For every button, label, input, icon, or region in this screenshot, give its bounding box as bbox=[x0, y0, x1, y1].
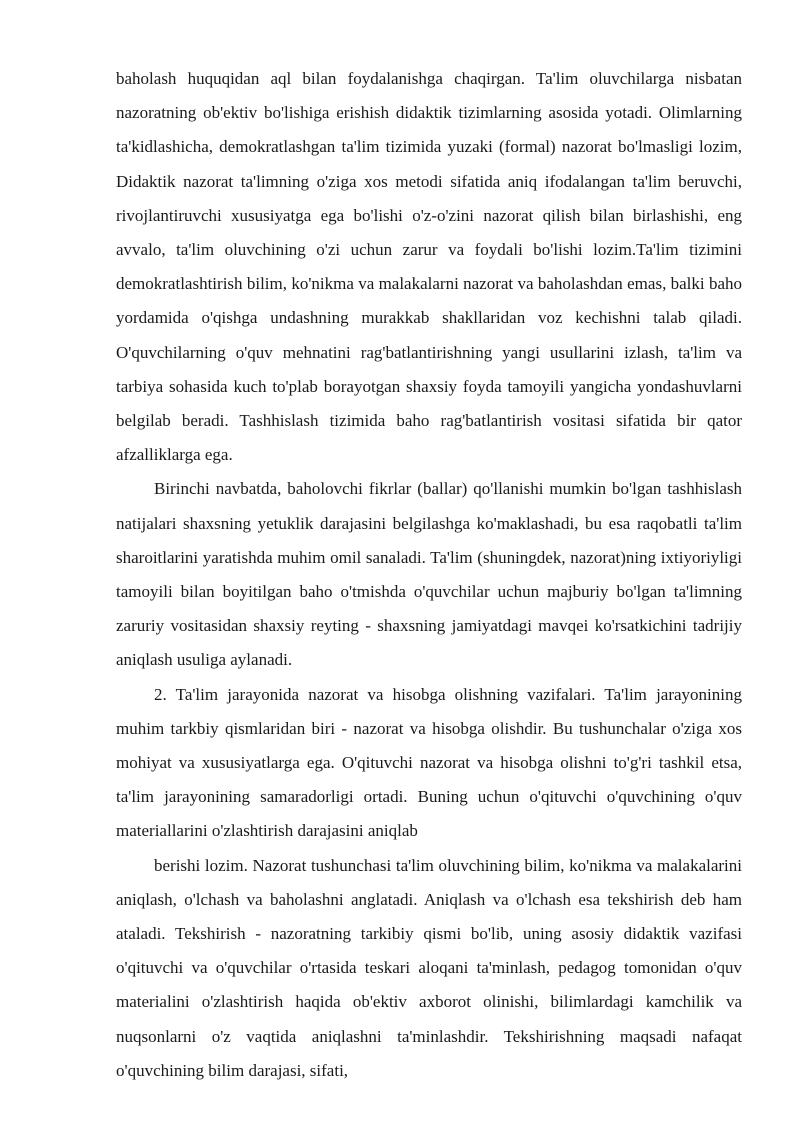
paragraph-birinchi-navbatda: Birinchi navbatda, baholovchi fikrlar (ballar) qo'llanishi mumkin bo'lgan tashhislash natijalari shaxsning yetuklik darajasini belgilashga ko'maklashadi, bu esa raqobatli ta'lim sharoitlarini yaratishda muhim omil sanaladi. Ta'lim (shuningdek, nazorat)ning ixtiyoriyligi tamoyili bilan boyitilgan baho o'tmishda o'quvchilar uchun majburiy bo'lgan ta'limning zaruriy vositasidan shaxsiy reyting - shaxsning jamiyatdagi mavqei ko'rsatkichini tadrijiy aniqlash usuliga aylanadi. bbox=[116, 479, 742, 670]
document-page bbox=[116, 62, 742, 1088]
paragraph-nazorat-tushunchasi: berishi lozim. Nazorat tushunchasi ta'lim oluvchining bilim, ko'nikma va malakalarini aniqlash, o'lchash va baholashni anglatadi. Aniqlash va o'lchash esa tekshirish deb ham ataladi. Tekshirish - nazoratning tarkibiy qismi bo'lib, uning asosiy didaktik vazifasi o'qituvchi va o'quvchilar o'rtasida teskari aloqani ta'minlash, pedagog tomonidan o'quv materialini o'zlashtirish haqida ob'ektiv axborot olinishi, bilimlardagi kamchilik va nuqsonlarni o'z vaqtida aniqlashni ta'minlashdir. Tekshirishning maqsadi nafaqat o'quvchining bilim darajasi, sifati, bbox=[116, 855, 742, 1080]
paragraph-baholash: baholash huquqidan aql bilan foydalanishga chaqirgan. Ta'lim oluvchilarga nisbatan nazoratning ob'ektiv bo'lishiga erishish didaktik tizimlarning asosida yotadi. Olimlarning ta'kidlashicha, demokratlashgan ta'lim tizimida yuzaki (formal) nazorat bo'lmasligi lozim, Didaktik nazorat ta'limning o'ziga xos metodi sifatida aniq ifodalangan ta'lim beruvchi, rivojlantiruvchi xususiyatga ega bo'lishi o'z-o'zini nazorat qilish bilan birlashishi, eng avvalo, ta'lim oluvchining o'zi uchun zarur va foydali bo'lishi lozim.Ta'lim tizimini demokratlashtirish bilim, ko'nikma va malakalarni nazorat va baholashdan emas, balki baho yordamida o'qishga undashning murakkab shakllaridan voz kechishni talab qiladi. O'quvchilarning o'quv mehnatini rag'batlantirishning yangi usullarini izlash, ta'lim va tarbiya sohasida kuch to'plab borayotgan shaxsiy foyda tamoyili yangicha yondashuvlarni belgilab beradi. Tashhislash tizimida baho rag'batlantirish vositasi sifatida bir qator afzalliklarga ega. bbox=[116, 69, 742, 465]
paragraph-nazorat-vazifalari: 2. Ta'lim jarayonida nazorat va hisobga olishning vazifalari. Ta'lim jarayonining muhim tarkbiy qismlaridan biri - nazorat va hisobga olishdir. Bu tushunchalar o'ziga xos mohiyat va xususiyatlarga ega. O'qituvchi nazorat va hisobga olishni to'g'ri tashkil etsa, ta'lim jarayonining samaradorligi ortadi. Buning uchun o'qituvchi o'quvchining o'quv materiallarini o'zlashtirish darajasini aniqlab bbox=[116, 684, 742, 841]
